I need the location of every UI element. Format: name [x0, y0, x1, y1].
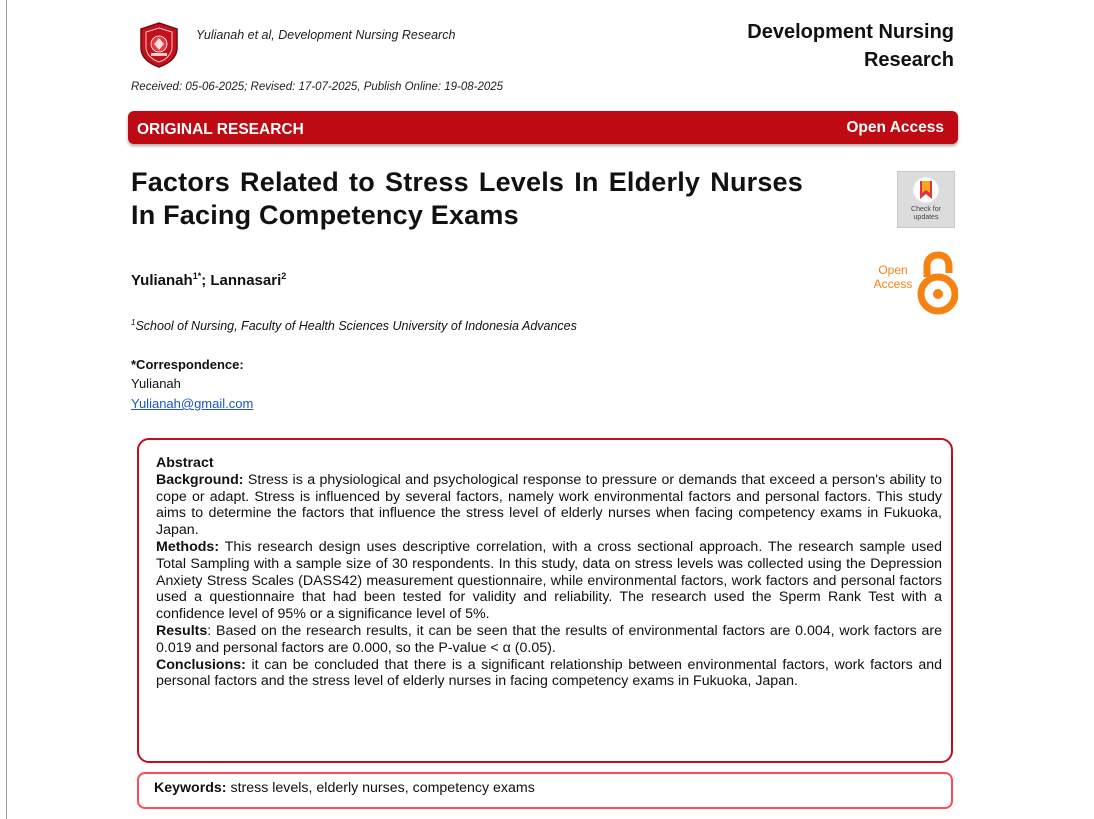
check-for-updates-badge[interactable]: [897, 171, 955, 228]
abstract-background: [156, 472, 942, 539]
abstract-conclusions: [156, 657, 942, 691]
page-edge-line: [6, 0, 7, 819]
correspondence-label: *Correspondence:: [131, 357, 244, 372]
keywords: [154, 780, 535, 796]
author-superscript: 2: [281, 271, 287, 281]
open-access-text: Open Access: [873, 263, 913, 291]
abstract-content: [156, 455, 942, 690]
journal-name: Development Nursing Research: [747, 21, 954, 71]
publication-dates: Received: 05-06-2025; Revised: 17-07-2025, Publish Online: 19-08-2025: [131, 81, 504, 93]
background-label: Background:: [156, 471, 244, 488]
author-name: Lannasari: [210, 272, 282, 289]
abstract-heading: Abstract: [156, 455, 214, 471]
background-text: Stress is a physiological and psychological response to pressure or demands that exceed a person's ability to cope or adapt. Stress is influenced by several factors, namely work environmental factors and personal factors. This study aims to determine the factors that influence the stress level of elderly nurses when facing competency exams in Fukuoka, Japan.: [156, 471, 942, 539]
results-text: : Based on the research results, it can be seen that the results of environmental factors are 0.004, work factors are 0.019 and personal factors are 0.000, so the P-value < α (0.05).: [156, 622, 942, 656]
author-list: [131, 271, 286, 289]
keywords-label: Keywords:: [154, 780, 227, 796]
correspondence-name: Yulianah: [131, 376, 181, 391]
author-separator: ;: [201, 272, 211, 289]
conclusions-text: it can be concluded that there is a significant relationship between environmental factors, work factors and personal factors and the stress level of elderly nurses in facing competency exams in Fukuoka, Japan.: [156, 656, 942, 690]
running-header-author: Yulianah et al, Development Nursing Research: [196, 28, 456, 42]
bookmark-icon: [898, 172, 954, 206]
results-label: Results: [156, 622, 208, 639]
open-access-label: Open Access: [846, 119, 944, 136]
affiliation-superscript: 1: [131, 318, 136, 327]
article-title: Factors Related to Stress Levels In Elderly Nurses In Facing Competency Exams: [131, 167, 803, 230]
conclusions-label: Conclusions:: [156, 656, 246, 673]
correspondence-email-link[interactable]: Yulianah@gmail.com: [131, 396, 254, 411]
methods-text: This research design uses descriptive correlation, with a cross sectional approach. The research sample used Total Sampling with a sample size of 30 respondents. In this study, data on stress levels was collected using the Depression Anxiety Stress Scales (DASS42) measurement questionnaire, while environmental factors, work factors and personal factors used a questionnaire that had been tested for validity and reliability. The research used the Sperm Rank Test with a confidence level of 95% or a significance level of 5%.: [156, 538, 942, 623]
affiliation-text: School of Nursing, Faculty of Health Sciences University of Indonesia Advances: [135, 319, 577, 334]
keywords-text: stress levels, elderly nurses, competency exams: [226, 780, 535, 796]
article-type-banner: [128, 111, 958, 144]
check-for-updates-text: Check for updates: [911, 206, 941, 221]
author-name: Yulianah: [131, 272, 193, 289]
abstract-methods: [156, 539, 942, 623]
article-type-label: ORIGINAL RESEARCH: [137, 121, 304, 138]
author-superscript: 1*: [192, 271, 202, 281]
abstract-results: [156, 623, 942, 657]
affiliation: [131, 318, 577, 333]
university-logo-icon: [138, 22, 180, 68]
methods-label: Methods:: [156, 538, 220, 555]
